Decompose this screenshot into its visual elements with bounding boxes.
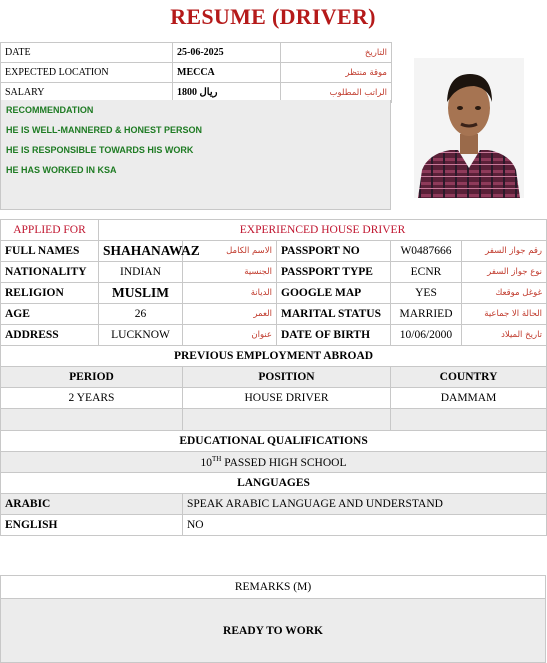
google-map-label: GOOGLE MAP: [277, 283, 391, 304]
education-heading-row: [1, 431, 547, 452]
religion-value: MUSLIM: [99, 283, 183, 304]
recommendation-item: HE IS RESPONSIBLE TOWARDS HIS WORK: [6, 145, 194, 155]
recommendation-item: HE IS WELL-MANNERED & HONEST PERSON: [6, 125, 203, 135]
address-arabic: عنوان: [183, 325, 277, 346]
period-column-header: PERIOD: [1, 367, 183, 388]
personal-row: [1, 262, 547, 283]
country-column-header: COUNTRY: [391, 367, 547, 388]
employment-heading-row: [1, 346, 547, 367]
employment-empty-row: [1, 409, 547, 431]
empty-cell: [391, 409, 547, 431]
age-label: AGE: [1, 304, 99, 325]
language-level: SPEAK ARABIC LANGUAGE AND UNDERSTAND: [183, 494, 547, 515]
date-arabic-label: التاريخ: [281, 43, 392, 63]
languages-heading-row: [1, 473, 547, 494]
remarks-heading: REMARKS (M): [1, 576, 546, 599]
passport-no-label: PASSPORT NO: [277, 241, 391, 262]
education-number: 10: [200, 456, 213, 469]
language-name: ENGLISH: [1, 515, 183, 536]
period-cell: 2 YEARS: [1, 388, 183, 409]
country-cell: DAMMAM: [391, 388, 547, 409]
full-names-value: SHAHANAWAZ: [99, 241, 183, 262]
address-value: LUCKNOW: [99, 325, 183, 346]
nationality-value: INDIAN: [99, 262, 183, 283]
salary-value: 1800 ريال: [173, 83, 281, 103]
personal-row: [1, 283, 547, 304]
languages-heading: LANGUAGES: [1, 473, 547, 494]
passport-no-value: W0487666: [391, 241, 462, 262]
language-row: [1, 494, 547, 515]
education-value: [1, 452, 547, 473]
applied-for-label: APPLIED FOR: [1, 220, 99, 241]
date-of-birth-arabic: تاريخ الميلاد: [462, 325, 547, 346]
employment-heading: PREVIOUS EMPLOYMENT ABROAD: [1, 346, 547, 367]
full-names-arabic: الاسم الكامل: [183, 241, 277, 262]
date-row: [1, 43, 392, 63]
date-label: DATE: [1, 43, 173, 63]
google-map-value: YES: [391, 283, 462, 304]
location-value: MECCA: [173, 63, 281, 83]
location-row: [1, 63, 392, 83]
passport-type-value: ECNR: [391, 262, 462, 283]
nationality-label: NATIONALITY: [1, 262, 99, 283]
position-cell: HOUSE DRIVER: [183, 388, 391, 409]
employment-header-row: [1, 367, 547, 388]
date-of-birth-value: 10/06/2000: [391, 325, 462, 346]
language-level: NO: [183, 515, 547, 536]
full-names-label: FULL NAMES: [1, 241, 99, 262]
education-row: [1, 452, 547, 473]
header-info-table: [0, 42, 392, 103]
candidate-photo: [414, 58, 524, 198]
google-map-arabic: غوغل موقعك: [462, 283, 547, 304]
date-value: 25-06-2025: [173, 43, 281, 63]
remarks-text: READY TO WORK: [1, 599, 546, 663]
passport-no-arabic: رقم جواز السفر: [462, 241, 547, 262]
recommendation-title: RECOMMENDATION: [6, 105, 94, 115]
date-of-birth-label: DATE OF BIRTH: [277, 325, 391, 346]
personal-row: [1, 241, 547, 262]
applied-for-value: EXPERIENCED HOUSE DRIVER: [99, 220, 547, 241]
education-heading: EDUCATIONAL QUALIFICATIONS: [1, 431, 547, 452]
address-label: ADDRESS: [1, 325, 99, 346]
religion-arabic: الديانة: [183, 283, 277, 304]
location-label: EXPECTED LOCATION: [1, 63, 173, 83]
remarks-table: [0, 575, 546, 663]
applied-for-row: [1, 220, 547, 241]
age-value: 26: [99, 304, 183, 325]
nationality-arabic: الجنسية: [183, 262, 277, 283]
marital-status-value: MARRIED: [391, 304, 462, 325]
marital-status-arabic: الحالة الا جماعية: [462, 304, 547, 325]
location-arabic-label: موقة منتظر: [281, 63, 392, 83]
position-column-header: POSITION: [183, 367, 391, 388]
salary-arabic-label: الراتب المطلوب: [281, 83, 392, 103]
page-title: RESUME (DRIVER): [170, 4, 376, 29]
personal-row: [1, 304, 547, 325]
recommendation-item: HE HAS WORKED IN KSA: [6, 165, 117, 175]
education-text: PASSED HIGH SCHOOL: [221, 456, 347, 469]
language-name: ARABIC: [1, 494, 183, 515]
empty-cell: [183, 409, 391, 431]
language-row: [1, 515, 547, 536]
portrait-image: [414, 58, 524, 198]
empty-cell: [1, 409, 183, 431]
education-ordinal: TH: [212, 455, 222, 464]
passport-type-label: PASSPORT TYPE: [277, 262, 391, 283]
employment-row: [1, 388, 547, 409]
passport-type-arabic: نوع جواز السفر: [462, 262, 547, 283]
recommendation-box: [0, 100, 391, 210]
age-arabic: العمر: [183, 304, 277, 325]
marital-status-label: MARITAL STATUS: [277, 304, 391, 325]
details-table: [0, 219, 547, 536]
salary-label: SALARY: [1, 83, 173, 103]
personal-row: [1, 325, 547, 346]
religion-label: RELIGION: [1, 283, 99, 304]
